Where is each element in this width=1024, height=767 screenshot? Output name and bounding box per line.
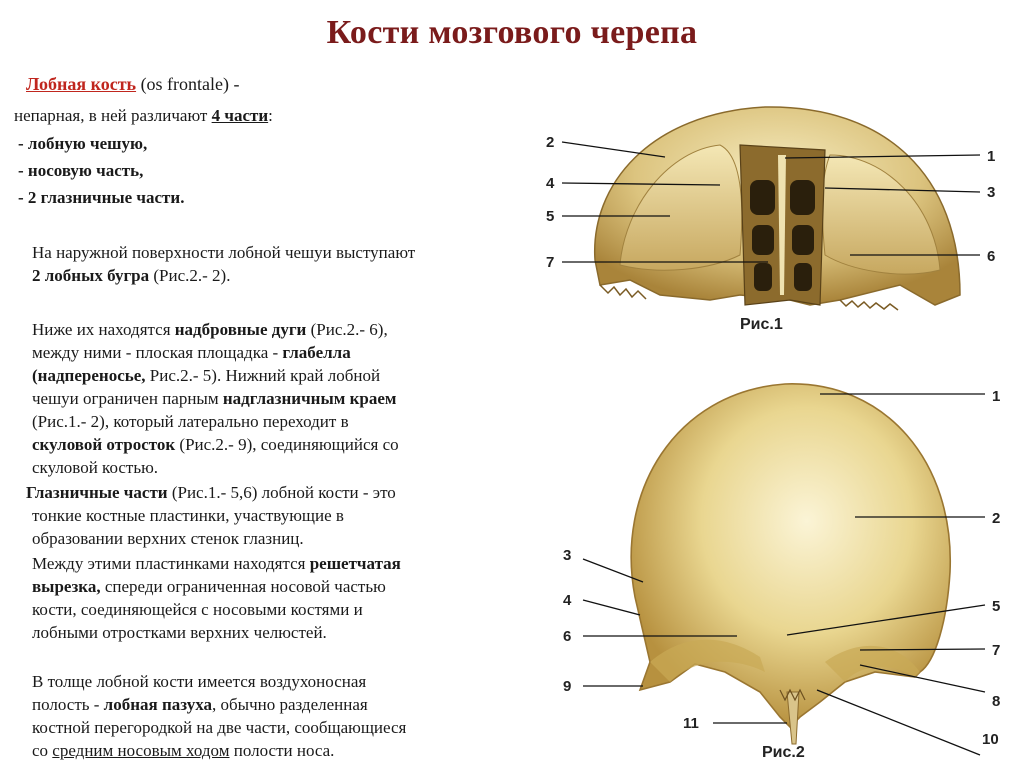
p3-l1-post: (Рис.1.- 5,6) лобной кости - это [167,483,396,502]
p5-l4-post: полости носа. [229,741,335,760]
p2-l3-post: Рис.2.- 5). Нижний край лобной [145,366,381,385]
fig1-label-1: 1 [987,148,996,165]
p5-l2-post: , обычно разделенная [212,695,368,714]
frontal-bone-anterior-outline [631,384,950,727]
p4-line [32,576,386,597]
fig1-label-2: 2 [546,134,555,151]
p4-l2-bold: вырезка, [32,577,101,596]
p4-line [32,553,401,574]
intro-line-2 [14,105,273,126]
fig2-label-6: 6 [563,628,572,645]
p5-line: костной перегородкой на две части, сообщающиеся [32,718,407,737]
p2-l4-pre: чешуи ограничен парным [32,389,223,408]
p2-l6-post: (Рис.2.- 9), соединяющийся со [175,435,399,454]
figure-1-caption: Рис.1 [740,316,783,333]
ethmoid-notch [740,145,825,305]
fig1-label-6: 6 [987,248,996,265]
p2-line [32,342,351,363]
p3-line: образовании верхних стенок глазниц. [32,529,304,548]
fig2-label-2: 2 [992,510,1001,527]
p5-line: В толще лобной кости имеется воздухоносная [32,672,367,691]
p2-line: (Рис.1.- 2), который латерально переходит в [32,412,349,431]
p3-line: тонкие костные пластинки, участвующие в [32,506,344,525]
p2-line [32,365,380,386]
p1-bold: 2 лобных бугра [32,266,150,285]
term-frontal-bone: Лобная кость [26,74,137,94]
leader-line [817,690,980,755]
p2-line [32,388,396,409]
intro-line2-pre: непарная, в ней различают [14,106,212,125]
list-item: - 2 глазничные части. [18,188,185,207]
p2-l2-bold: глабелла [282,343,351,362]
p2-l4-bold: надглазничным краем [222,389,397,408]
p1-line: На наружной поверхности лобной чешуи выступают [32,243,416,262]
list-item: - лобную чешую, [18,134,148,153]
p5-l2-pre: полость - [32,695,104,714]
fig2-label-8: 8 [992,693,1001,710]
p2-l3-bold: (надпереносье, [32,366,146,385]
p2-l1-bold: надбровные дуги [174,320,307,339]
fig2-label-5: 5 [992,598,1001,615]
fig2-label-3: 3 [563,547,572,564]
p4-l2-post: спереди ограниченная носовой частью [100,577,386,596]
fig1-label-4: 4 [546,175,555,192]
fig2-label-11: 11 [683,715,699,732]
list-item: - носовую часть, [18,161,144,180]
p5-l4-underlined: средним носовым ходом [52,741,230,760]
fig2-label-10: 10 [982,731,999,748]
p2-line [32,434,399,455]
figure-2-caption: Рис.2 [762,744,805,761]
p2-line [32,319,388,340]
p2-line: скуловой костью. [32,458,159,477]
p5-line [32,740,334,761]
p5-l4-pre: со [32,741,53,760]
p2-l6-bold: скуловой отросток [32,435,176,454]
fig2-label-9: 9 [563,678,572,695]
p1-line [32,265,230,286]
figure-1-frontal-bone-inferior [540,95,1024,320]
fig2-label-1: 1 [992,388,1001,405]
p4-line: кости, соединяющейся с носовыми костями и [32,600,363,619]
p4-line: лобными отростками верхних челюстей. [32,623,327,642]
intro-dash: - [229,74,240,94]
p2-l1-post: (Рис.2.- 6), [306,320,388,339]
p3-l1-bold: Глазничные части [26,483,168,502]
p2-l1-pre: Ниже их находятся [32,320,175,339]
intro-line2-post: : [268,106,273,125]
fig2-label-7: 7 [992,642,1001,659]
p1-post: (Рис.2.- 2). [149,266,231,285]
intro-line [26,74,240,95]
fig1-label-5: 5 [546,208,555,225]
p4-l1-bold: решетчатая [309,554,401,573]
latin-name: (os frontale) [140,74,230,94]
leader-line [583,600,640,615]
fig2-label-4: 4 [563,592,572,609]
p3-line [26,482,396,503]
intro-line2-bold: 4 части [211,106,269,125]
fig1-label-3: 3 [987,184,996,201]
figure-2-frontal-bone-anterior [555,372,1024,767]
slide-title: Кости мозгового черепа [326,14,698,51]
p4-l1-pre: Между этими пластинками находятся [32,554,310,573]
p5-line [32,694,368,715]
p2-l2-pre: между ними - плоская площадка - [32,343,283,362]
fig1-label-7: 7 [546,254,555,271]
p5-l2-bold: лобная пазуха [103,695,212,714]
